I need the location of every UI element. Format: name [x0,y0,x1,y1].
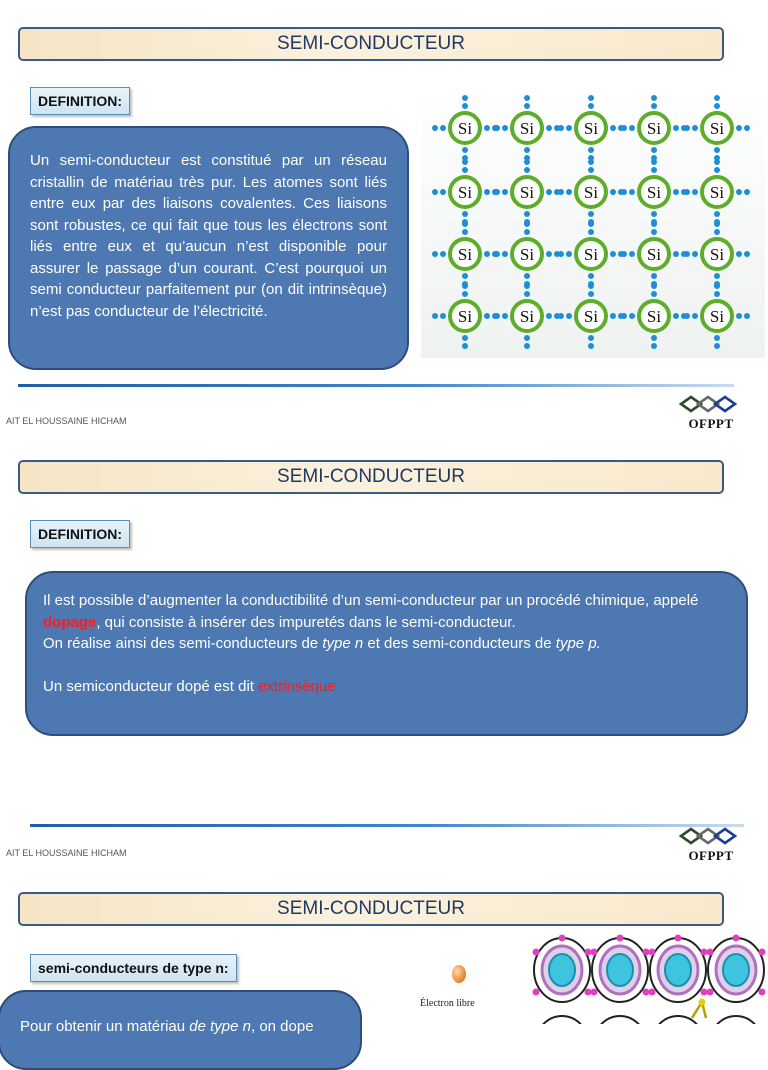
electron-dot [462,335,468,341]
electron-dot [494,313,500,319]
electron-dot [558,189,564,195]
electron-dot [588,229,594,235]
atom-symbol: Si [457,119,473,138]
atom-symbol: Si [646,119,662,138]
electron-dot [524,291,530,297]
electron-dot [494,125,500,131]
highlight-extrinseque: extrinsèque [258,677,336,695]
electron-dot [588,335,594,341]
electron-dot [651,283,657,289]
electron-dot [462,343,468,349]
electron-dot [714,283,720,289]
definition-text: Un semi-conducteur est constitué par un réseau cristallin de matériau très pur. Les atomes sont liés entre eux par des liaisons covalentes. Ces liaisons sont robustes, ce qui fait que tous les électrons sont liés entre eux et qu’aucun n’est disponible pour assurer le passage d’un courant. C’est pourquoi un semi conducteur parfaitement pur (on dit intrinsèque) n’est pas conducteur de l’électricité. [8,126,409,370]
atom-symbol: Si [457,307,473,326]
electron-dot [673,251,679,257]
paragraph-dopage [43,590,730,633]
electron-dot [558,251,564,257]
electron-dot [524,159,530,165]
electron-dot [714,343,720,349]
atom-symbol: Si [519,307,535,326]
electron-dot [714,103,720,109]
slide-title: SEMI-CONDUCTEUR [18,460,724,494]
electron-dot [588,291,594,297]
electron-dot [502,251,508,257]
definition-tag: DEFINITION: [30,520,130,548]
electron-dot [651,229,657,235]
electron-dot [684,313,690,319]
atom-symbol: Si [646,245,662,264]
electron-dot [588,159,594,165]
atom-symbol: Si [709,119,725,138]
electron-dot [440,251,446,257]
electron-dot [629,189,635,195]
logo-text: OFPPT [688,416,734,431]
slide-2 [0,432,768,864]
electron-dot [484,189,490,195]
electron-dot [714,147,720,153]
electron-dot [432,251,438,257]
atom-symbol: Si [709,245,725,264]
electron-dot [524,103,530,109]
electron-dot [692,313,698,319]
atom-symbol: Si [457,183,473,202]
electron-dot [494,251,500,257]
paragraph-extrinseque [43,676,730,698]
electron-dot [558,313,564,319]
electron-dot [502,125,508,131]
electron-dot [546,189,552,195]
atom-symbol: Si [583,119,599,138]
electron-dot [629,125,635,131]
type-p-italic: type p. [555,635,601,652]
electron-dot [494,189,500,195]
silicon-lattice-diagram [421,88,765,358]
author-name: AIT EL HOUSSAINE HICHAM [6,416,127,426]
electron-dot [714,229,720,235]
electron-dot [714,273,720,279]
electron-dot [462,103,468,109]
electron-dot [736,251,742,257]
electron-dot [714,167,720,173]
electron-dot [621,313,627,319]
electron-dot [524,343,530,349]
electron-dot [432,125,438,131]
atom-symbol: Si [457,245,473,264]
electron-dot [462,273,468,279]
electron-dot [440,189,446,195]
type-n-italic: type n [322,635,364,652]
text-run: , on dope [250,1018,314,1035]
text-run: Il est possible d’augmenter la conductibilité d’un semi-conducteur par un procédé chimique, appelé [43,592,699,609]
atom-symbol: Si [709,307,725,326]
text-run: Pour obtenir un matériau [20,1018,190,1035]
electron-dot [610,189,616,195]
electron-dot [524,335,530,341]
electron-dot [744,313,750,319]
footer-rule [30,824,744,827]
slide-title: SEMI-CONDUCTEUR [18,27,724,61]
electron-dot [714,221,720,227]
electron-dot [744,251,750,257]
electron-dot [651,335,657,341]
electron-dot [524,167,530,173]
electron-dot [566,189,572,195]
slide-title: SEMI-CONDUCTEUR [18,892,724,926]
text-run: Un semiconducteur dopé est dit [43,677,259,695]
electron-dot [502,313,508,319]
electron-dot [588,167,594,173]
logo-text: OFPPT [688,848,734,863]
electron-dot [714,211,720,217]
dopage-definition-text [25,571,748,736]
type-n-text [0,990,362,1070]
electron-dot [684,189,690,195]
text-run: et des semi-conducteurs de [363,635,556,652]
ofppt-logo [676,394,746,432]
ofppt-logo-icon [676,826,746,846]
atom-symbol: Si [519,119,535,138]
electron-dot [546,125,552,131]
electron-dot [651,147,657,153]
electron-dot [714,335,720,341]
electron-dot [558,125,564,131]
electron-dot [566,125,572,131]
electron-dot [651,343,657,349]
atom-symbol: Si [583,183,599,202]
electron-dot [714,159,720,165]
electron-dot [588,283,594,289]
electron-dot [673,313,679,319]
electron-dot [651,211,657,217]
electron-dot [484,251,490,257]
electron-dot [692,189,698,195]
electron-dot [621,125,627,131]
electron-dot [588,95,594,101]
atom-symbol: Si [646,307,662,326]
electron-dot [736,125,742,131]
electron-dot [524,221,530,227]
electron-dot [610,125,616,131]
electron-dot [744,189,750,195]
text-run: , qui consiste à insérer des impuretés dans le semi-conducteur. [96,613,516,631]
electron-dot [692,125,698,131]
electron-dot [588,221,594,227]
electron-dot [484,125,490,131]
electron-dot [462,291,468,297]
electron-dot [692,251,698,257]
footer-rule [18,384,734,387]
electron-dot [462,95,468,101]
electron-dot [684,251,690,257]
electron-dot [566,313,572,319]
text-run: On réalise ainsi des semi-conducteurs de [43,635,323,652]
type-n-tag: semi-conducteurs de type n: [30,954,237,982]
highlight-dopage: dopage [43,613,97,631]
atom-symbol: Si [519,245,535,264]
electron-dot [462,211,468,217]
definition-tag: DEFINITION: [30,87,130,115]
electron-dot [588,147,594,153]
electron-dot [651,273,657,279]
slide-1 [0,0,768,432]
electron-dot [651,221,657,227]
electron-dot [432,189,438,195]
atom-symbol: Si [583,307,599,326]
electron-dot [651,291,657,297]
electron-dot [484,313,490,319]
electron-dot [610,313,616,319]
atom-symbol: Si [519,183,535,202]
electron-dot [629,313,635,319]
electron-dot [462,221,468,227]
silicon-lattice-icon [421,88,765,358]
type-n-italic: de type n [189,1018,251,1035]
electron-dot [440,313,446,319]
electron-dot [588,103,594,109]
author-name: AIT EL HOUSSAINE HICHAM [6,848,127,858]
electron-dot [684,125,690,131]
electron-dot [673,189,679,195]
electron-dot [736,189,742,195]
electron-dot [462,159,468,165]
electron-dot [432,313,438,319]
free-electron-label: Électron libre [420,998,475,1009]
electron-dot [621,189,627,195]
ofppt-logo [676,826,746,864]
atom-symbol: Si [583,245,599,264]
electron-dot [462,167,468,173]
electron-dot [462,283,468,289]
electron-dot [462,147,468,153]
electron-dot [588,343,594,349]
paragraph-types [43,633,730,655]
electron-dot [588,211,594,217]
n-type-lattice-icon [532,930,768,1024]
electron-dot [714,95,720,101]
electron-dot [714,291,720,297]
electron-dot [524,273,530,279]
atom-symbol: Si [709,183,725,202]
electron-dot [440,125,446,131]
electron-dot [651,159,657,165]
electron-dot [651,95,657,101]
electron-dot [524,211,530,217]
electron-dot [736,313,742,319]
electron-dot [502,189,508,195]
electron-dot [744,125,750,131]
electron-dot [651,103,657,109]
electron-dot [524,283,530,289]
electron-dot [588,273,594,279]
electron-dot [546,313,552,319]
electron-dot [524,147,530,153]
ofppt-logo-icon [676,394,746,414]
electron-dot [673,125,679,131]
electron-dot [610,251,616,257]
electron-dot [566,251,572,257]
atom-symbol: Si [646,183,662,202]
electron-dot [546,251,552,257]
electron-dot [524,229,530,235]
electron-dot [524,95,530,101]
electron-dot [651,167,657,173]
electron-dot [629,251,635,257]
free-electron-icon [449,963,469,985]
electron-dot [462,229,468,235]
electron-dot [621,251,627,257]
